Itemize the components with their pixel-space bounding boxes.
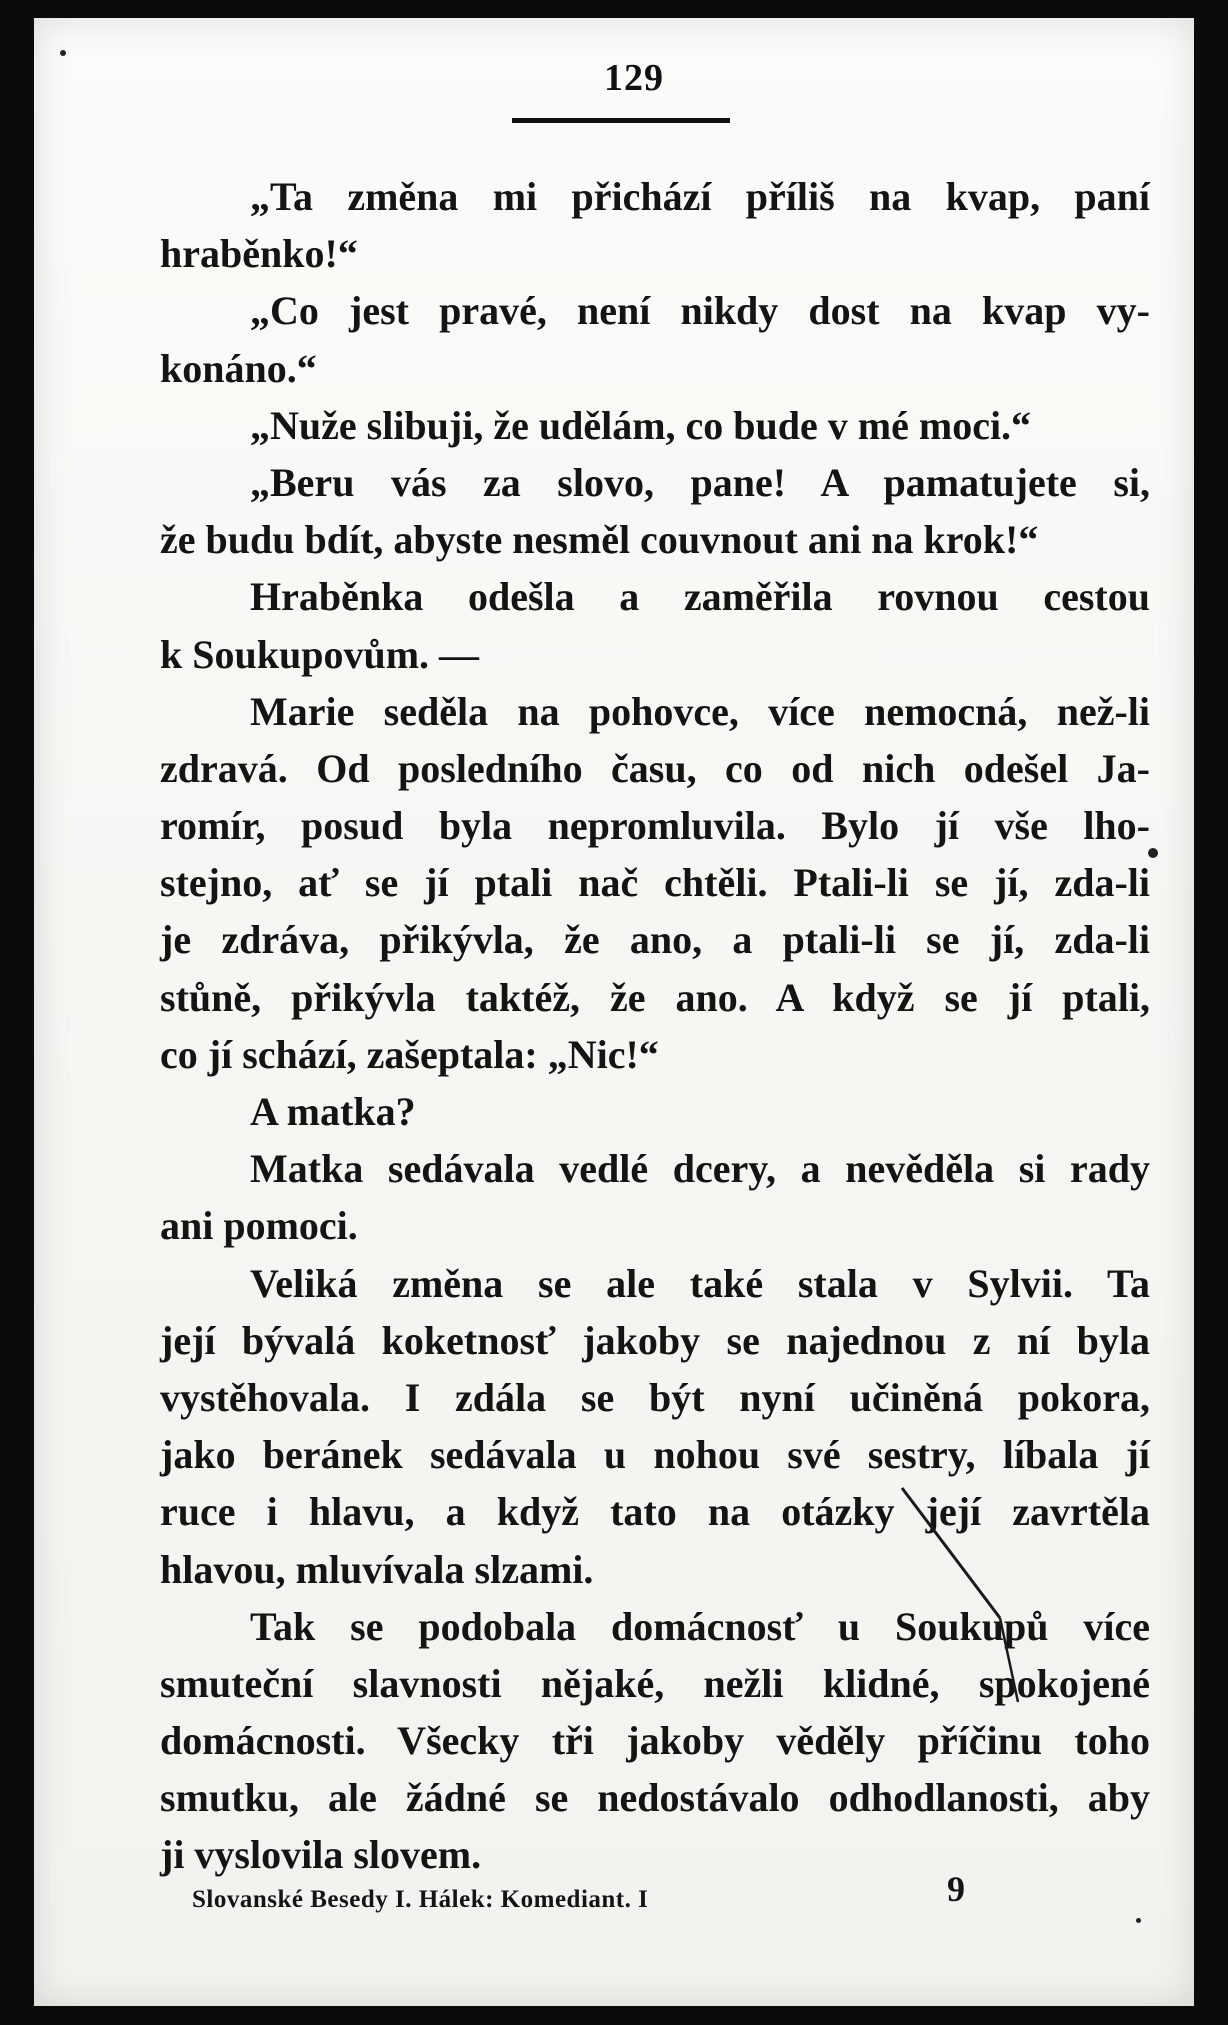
text-line: zdravá. Od posledního času, co od nich odešel Ja- bbox=[160, 745, 1150, 791]
text-line: smutku, ale žádné se nedostávalo odhodlanosti, aby bbox=[160, 1775, 1150, 1821]
ink-speck bbox=[60, 50, 66, 56]
text-line: že budu bdít, abyste nesměl couvnout ani na krok!“ bbox=[160, 517, 1039, 563]
text-line: vystěhovala. I zdála se být nyní učiněná pokora, bbox=[160, 1374, 1150, 1420]
text-line: Matka sedávala vedlé dcery, a nevěděla si rady bbox=[250, 1146, 1150, 1192]
text-line: „Ta změna mi přichází příliš na kvap, paní bbox=[250, 174, 1150, 219]
header-rule bbox=[512, 118, 730, 123]
book-page bbox=[34, 18, 1194, 2006]
text-line: její bývalá koketnosť jakoby se najednou z ní byla bbox=[160, 1317, 1150, 1363]
text-line: Tak se podobala domácnosť u Soukupů více bbox=[250, 1603, 1150, 1649]
text-line: „Nuže slibuji, že udělám, co bude v mé moci.“ bbox=[250, 402, 1032, 448]
text-line: Hraběnka odešla a zaměřila rovnou cestou bbox=[250, 574, 1150, 620]
text-line: „Co jest pravé, není nikdy dost na kvap vy- bbox=[250, 288, 1150, 334]
text-line: k Soukupovům. — bbox=[160, 631, 480, 677]
text-line: je zdráva, přikývla, že ano, a ptali-li se jí, zda-li bbox=[160, 917, 1150, 963]
text-line: hraběnko!“ bbox=[160, 231, 358, 277]
printer-signature: Slovanské Besedy I. Hálek: Komediant. I bbox=[192, 1886, 649, 1913]
text-line: A matka? bbox=[250, 1089, 416, 1134]
text-line: konáno.“ bbox=[160, 345, 317, 391]
text-line: ani pomoci. bbox=[160, 1203, 358, 1249]
body-text bbox=[160, 168, 1150, 1884]
text-line: stejno, ať se jí ptali nač chtěli. Ptali-li se jí, zda-li bbox=[160, 860, 1150, 906]
text-line: Veliká změna se ale také stala v Sylvii. Ta bbox=[250, 1260, 1150, 1306]
text-line: „Beru vás za slovo, pane! A pamatujete si, bbox=[250, 459, 1150, 505]
page-number: 129 bbox=[604, 57, 664, 99]
text-line: romír, posud byla nepromluvila. Bylo jí vše lho- bbox=[160, 803, 1150, 849]
ink-speck bbox=[1148, 848, 1158, 858]
ink-speck bbox=[1136, 1918, 1141, 1923]
text-line: Marie seděla na pohovce, více nemocná, než-li bbox=[250, 688, 1150, 734]
text-line: stůně, přikývla taktéž, že ano. A když se jí ptali, bbox=[160, 974, 1150, 1020]
text-line: ji vyslovila slovem. bbox=[160, 1832, 482, 1878]
text-line: hlavou, mluvívala slzami. bbox=[160, 1546, 594, 1592]
signature-mark: 9 bbox=[947, 1869, 965, 1909]
text-line: domácnosti. Všecky tři jakoby věděly příčinu toho bbox=[160, 1718, 1150, 1764]
text-line: co jí schází, zašeptala: „Nic!“ bbox=[160, 1031, 659, 1077]
text-line: ruce i hlavu, a když tato na otázky její zavrtěla bbox=[160, 1489, 1150, 1535]
text-line: smuteční slavnosti nějaké, nežli klidné, spokojené bbox=[160, 1660, 1150, 1706]
text-line: jako beránek sedávala u nohou své sestry, líbala jí bbox=[160, 1432, 1150, 1478]
